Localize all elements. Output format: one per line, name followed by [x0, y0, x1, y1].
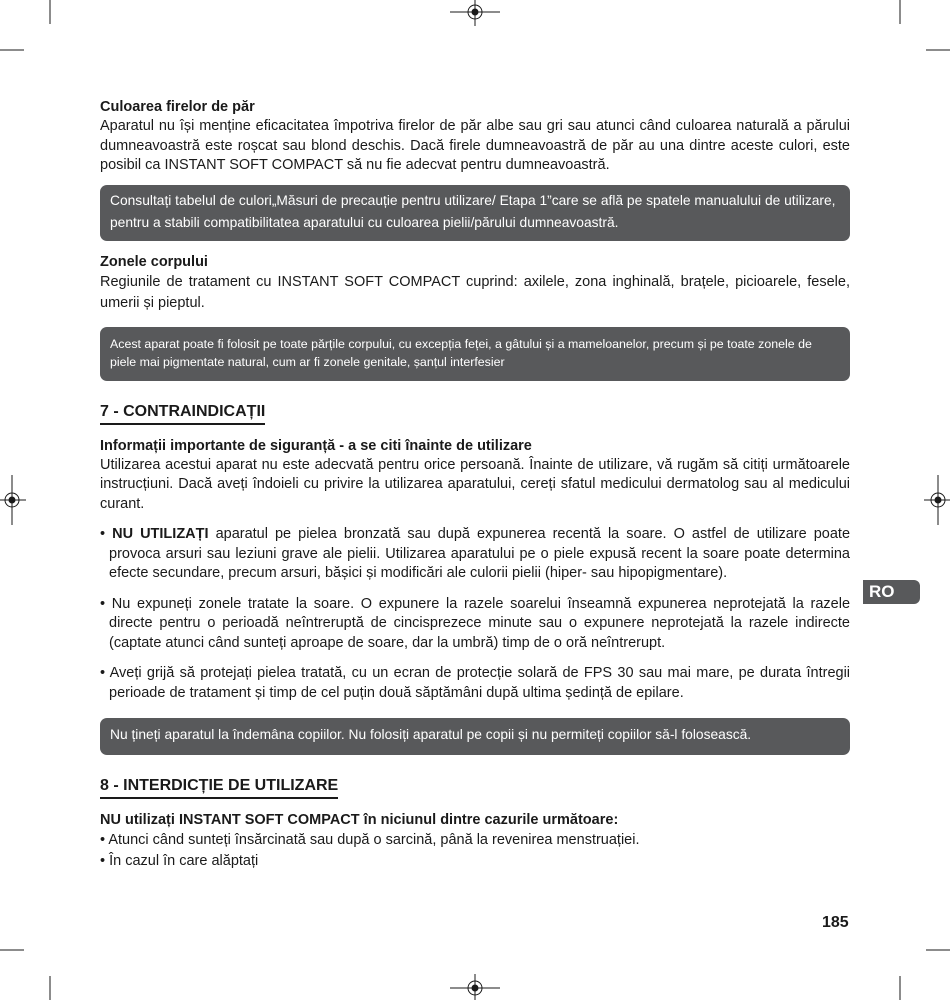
- bullet-1-text: aparatul pe pielea bronzată sau după expunerea recentă la soare. O astfel de utilizare poate provoca arsuri sau leziuni grave ale pielii. Utilizarea aparatului pe o piele expusă recent la soare poate determina efecte secundare, precum arsuri, bășici și modificări ale culorii pielii (hiper- sau hipopigmentare).: [109, 526, 851, 581]
- bullet-char: •: [100, 526, 106, 542]
- section-8-bullet-1: [100, 830, 850, 851]
- page-number: 185: [822, 914, 849, 931]
- hair-color-paragraph: Aparatul nu își menține eficacitatea împotriva firelor de păr albe sau gri sau atunci când culoarea naturală a părului dumneavoastră este roșcat sau blond deschis. Dacă firele dumneavoastră de păr au una dintre aceste culori, este posibil ca INSTANT SOFT COMPACT să nu fie adecvat pentru dumneavoastră.: [100, 118, 850, 173]
- section-7-note: Nu țineți aparatul la îndemâna copiilor. Nu folosiți aparatul pe copii și nu permiteți copiilor să-l folosească.: [100, 718, 850, 755]
- section-7-bullet-2: [100, 595, 850, 654]
- body-zones-note: Acest aparat poate fi folosit pe toate părțile corpului, cu excepția feței, a gâtului și a mameloanelor, precum și pe toate zonele de piele mai pigmentate natural, cum ar fi zonele genitale, șanțul interfesier: [100, 327, 850, 381]
- section-8-title: 8 - INTERDICȚIE DE UTILIZARE: [100, 776, 338, 799]
- page-content: [100, 98, 850, 872]
- bullet-char: •: [100, 665, 106, 681]
- section-7-bullet-1: [100, 525, 850, 584]
- section-7-subheading: Informații importante de siguranță - a se citi înainte de utilizare: [100, 437, 532, 454]
- section-8-bullet-2-text: În cazul în care alăptați: [109, 853, 259, 869]
- bullet-3-text: Aveți grijă să protejați pielea tratată, cu un ecran de protecție solară de FPS 30 sau mai mare, pe durata întregii perioade de tratament și timp de cel puțin două săptămâni după ultima ședință de epilare.: [109, 665, 851, 701]
- bullet-2-text: Nu expuneți zonele tratate la soare. O expunere la razele soarelui înseamnă expunerea neprotejată la razele directe pentru o perioadă neîntreruptă de cincisprezece minute sau o expunere neprotejată la razele indirecte (captate atunci când sunteți aproape de soare, dar la umbră) timp de o oră neîntrerupt.: [109, 595, 851, 651]
- registration-mark-left: [0, 475, 26, 525]
- bullet-char: •: [100, 853, 106, 869]
- section-7-intro: Utilizarea acestui aparat nu este adecvată pentru orice persoană. Înainte de utilizare, vă rugăm să citiți următoarele instrucțiuni. Dacă aveți îndoieli cu privire la utilizarea aparatului, cereți sfatul medicului dermatolog sau al medicului curant.: [100, 456, 850, 512]
- section-8-subheading: NU utilizați INSTANT SOFT COMPACT în niciunul dintre cazurile următoare:: [100, 812, 619, 828]
- registration-mark-right: [924, 475, 950, 525]
- hair-color-heading: Culoarea firelor de păr: [100, 99, 255, 115]
- section-7-title: 7 - CONTRAINDICAȚII: [100, 402, 265, 425]
- bullet-char: •: [100, 595, 106, 612]
- section-8-bullet-1-text: Atunci când sunteți însărcinată sau după o sarcină, până la revenirea menstruației.: [108, 832, 640, 848]
- hair-color-note: Consultați tabelul de culori„Măsuri de precauție pentru utilizare/ Etapa 1”care se află pe spatele manualului de utilizare, pentru a stabili compatibilitatea aparatului cu culoarea pielii/părului dumneavoastră.: [100, 185, 850, 241]
- section-7-bullet-3: [100, 664, 850, 703]
- language-tab: RO: [863, 580, 920, 604]
- bullet-char: •: [100, 832, 106, 848]
- body-zones-heading: Zonele corpului: [100, 253, 208, 270]
- section-8-bullet-2: [100, 851, 850, 872]
- body-zones-paragraph: Regiunile de tratament cu INSTANT SOFT COMPACT cuprind: axilele, zona inghinală, brațele, picioarele, fesele, umerii și pieptul.: [100, 273, 850, 311]
- bullet-1-bold: NU UTILIZAȚI: [112, 526, 209, 542]
- registration-mark-top: [450, 0, 500, 26]
- registration-mark-bottom: [450, 974, 500, 1000]
